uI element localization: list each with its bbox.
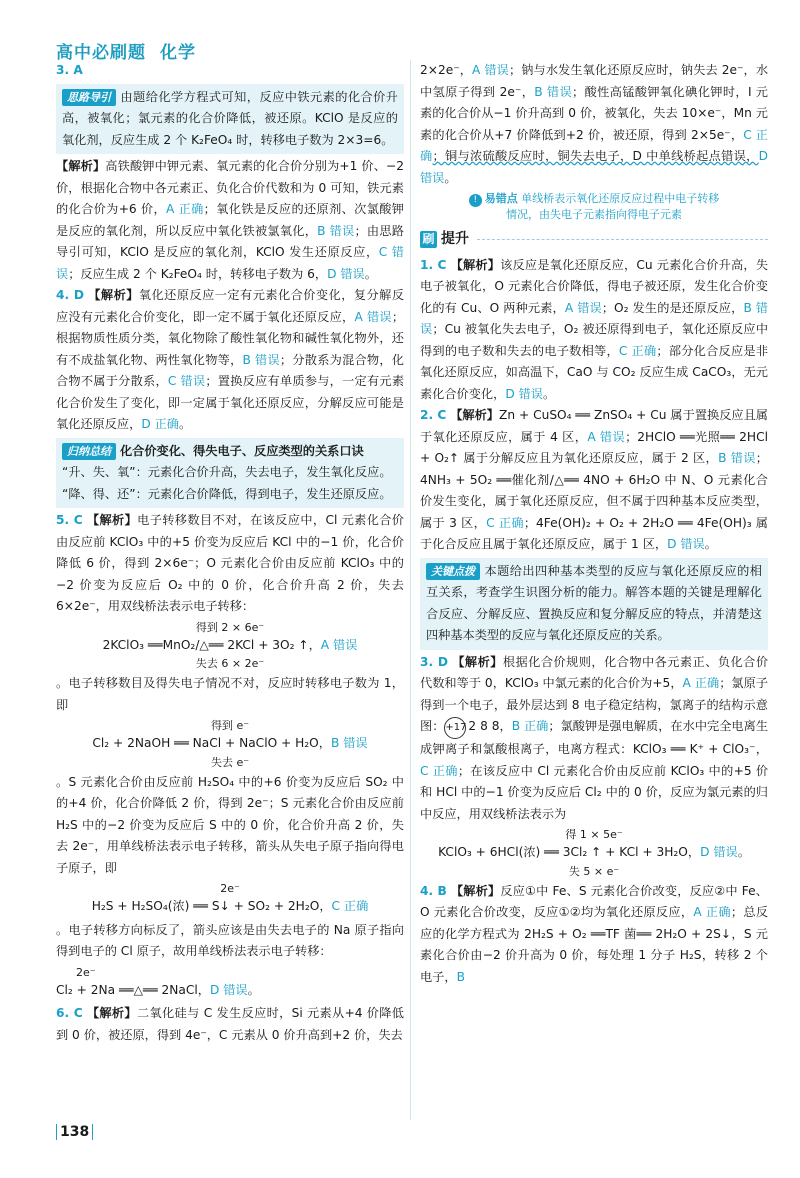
subject-title: 化学 bbox=[160, 43, 196, 63]
q5-equation-1: 得到 2 × 6e⁻ 2KClO₃ ══MnO₂/△══ 2KCl + 3O₂ ↑，A 错误 失去 6 × 2e⁻ bbox=[102, 620, 358, 670]
q3-guide-box bbox=[56, 84, 404, 155]
q3-analysis: 【解析】高铁酸钾中钾元素、氧元素的化合价分别为+1 价、−2 价，根据化合物中各元素正、负化合价代数和为 0 可知，铁元素的化合价为+6 价，A 正确；氧化铁是反应的还原剂、次氯酸钾是反应的氧化剂，所以反应中氧化铁被氯氧化，B 错误；由思路导引可知，KClO 是反应的氧化剂，KClO 发生还原反应，C 错误；反应生成 2 个 K₂FeO₄ 时，转移电子数为 6，D 错误。 bbox=[56, 159, 405, 281]
guide-label: 思路导引 bbox=[62, 89, 116, 106]
chloride-ion-diagram: +17 bbox=[444, 717, 466, 739]
r-q3-equation: 得 1 × 5e⁻ KClO₃ + 6HCl(浓) ══ 3Cl₂ ↑ + KCl + 3H₂O，D 错误。 失 5 × e⁻ bbox=[438, 828, 750, 878]
r-q4-analysis: 4. B 【解析】反应①中 Fe、S 元素化合价改变，反应②中 Fe、O 元素化合价改变，反应①②均为氧化还原反应，A 正确；总反应的化学方程式为 2H₂S + O₂ ══TF 菌══ 2H₂O + 2S↓，S 元素化合价由−2 价升高为 0 价，每处理 1 分子 H₂S，转移 2 个电子，B bbox=[420, 883, 769, 984]
q5-equation-4: 2e⁻ Cl₂ + 2Na ══△══ 2NaCl，D 错误。 bbox=[56, 965, 260, 997]
section-badge: 刷 bbox=[420, 231, 437, 248]
q6-analysis: 6. C 【解析】二氧化硅与 C 发生反应时，Si 元素从+4 价降低到 0 价，被还原，得到 4e⁻，C 元素从 0 价升高到+2 价，失去 bbox=[56, 1006, 404, 1042]
page-number: 138 bbox=[56, 1124, 93, 1140]
key-text: 本题给出四种基本类型的反应与氧化还原反应的相互关系，考查学生识图分析的能力。解答本题的关键是理解化合反应、分解反应、置换反应和复分解反应的特点，并清楚这四种基本类型的反应与氧化还原反应的关系。 bbox=[426, 563, 762, 642]
summary-line-2: “降、得、还”：元素化合价降低，得到电子，发生还原反应。 bbox=[62, 486, 392, 501]
q5-equation-2: 得到 e⁻ Cl₂ + 2NaOH ══ NaCl + NaClO + H₂O，B 错误 失去 e⁻ bbox=[92, 719, 368, 769]
error-note: ! 易错点 单线桥表示氧化还原反应过程中电子转移 情况，由失电子元素指向得电子元素 bbox=[420, 191, 768, 223]
q5-analysis-4: 。电子转移方向标反了，箭头应该是由失去电子的 Na 原子指向得到电子的 Cl 原子，故用单线桥法表示电子转移： bbox=[56, 922, 404, 958]
q4-summary-box bbox=[56, 438, 404, 509]
guide-text: 由题给化学方程式可知，反应中铁元素的化合价升高，被氧化；氯元素的化合价降低，被还原。KClO 是反应的氧化剂，反应生成 2 个 K₂FeO₄ 时，转移电子数为 2×3=6。 bbox=[62, 89, 398, 147]
r-q1-analysis: 1. C 【解析】该反应是氧化还原反应，Cu 元素化合价升高，失电子被氧化，O 元素化合价降低，得电子被还原，发生化合价变化的有 Cu、O 两种元素，A 错误；O₂ 发生的是还原反应，B 错误；Cu 被氧化失去电子，O₂ 被还原得到电子，氧化还原反应中得到的电子数和失去的电子数相等，C 正确；部分化合反应是非氧化还原反应，如高温下，CaO 与 CO₂ 反应生成 CaCO₃，无元素化合价变化，D 错误。 bbox=[420, 257, 769, 401]
column-divider bbox=[410, 60, 411, 1120]
summary-label: 归纳总结 bbox=[62, 443, 116, 460]
error-icon: ! bbox=[469, 194, 482, 207]
section-title: 提升 bbox=[441, 231, 469, 247]
summary-line-1: “升、失、氧”：元素化合价升高，失去电子，发生氧化反应。 bbox=[62, 465, 392, 479]
q3-number: 3. A bbox=[56, 63, 83, 77]
r-q2-analysis: 2. C 【解析】Zn + CuSO₄ ══ ZnSO₄ + Cu 属于置换反应且属于氧化还原反应，属于 4 区，A 错误；2HClO ══光照══ 2HCl + O₂↑ 属于分解反应且为氧化还原反应，属于 2 区，B 错误；4NH₃ + 5O₂ ══催化剂/△══ 4NO + 6H₂O 中 N、O 元素化合价发生变化，属于氧化还原反应，但不属于四种基本反应类型，属于 3 区，C 正确；4Fe(OH)₂ + O₂ + 2H₂O ══ 4Fe(OH)₃ 属于化合反应且属于氧化还原反应，属于 1 区，D 错误。 bbox=[420, 408, 768, 551]
q5-equation-3: 2e⁻ H₂S + H₂SO₄(浓) ══ S↓ + SO₂ + 2H₂O，C 正确 bbox=[91, 882, 369, 913]
q4-analysis: 4. D 【解析】氧化还原反应一定有元素化合价变化，复分解反应没有元素化合价变化，即一定不属于氧化还原反应，A 错误；根据物质性质分类，氧化物除了酸性氧化物和碱性氧化物外，还有不成盐氧化物、两性氧化物等，B 错误；分散系为混合物，化合物不属于分散系，C 错误；置换反应有单质参与，一定有元素化合价发生了变化，即一定属于氧化还原反应，分解反应可能是氧化还原反应，D 正确。 bbox=[56, 288, 405, 431]
key-point-box bbox=[420, 558, 768, 650]
right-column bbox=[420, 60, 768, 988]
q6-continued: 2×2e⁻，A 错误；钠与水发生氧化还原反应时，钠失去 2e⁻，水中氢原子得到 2e⁻，B 错误；酸性高锰酸钾氧化碘化钾时，I 元素的化合价从−1 价升高到 0 价，被氧化，失去 10×e⁻，Mn 元素的化合价从+7 价降低到+2 价，被还原，得到 2×5e⁻，C 正确；铜与浓硫酸反应时，铜失去电子，D 中单线桥起点错误，D 错误。 bbox=[420, 63, 769, 185]
q5-analysis-3: 。S 元素化合价由反应前 H₂SO₄ 中的+6 价变为反应后 SO₂ 中的+4 价，化合价降低 2 价，得到 2e⁻；S 元素化合价由反应前 H₂S 中的−2 价变为反应后 S 中的 0 价，化合价升高 2 价，失去 2e⁻，用单线桥法表示电子转移，箭头从失电子原子指向得电子原子，即 bbox=[56, 774, 404, 875]
r-q3-analysis-1: 3. D 【解析】根据化合价规则，化合物中各元素正、负化合价代数和等于 0，KClO₃ 中氯元素的化合价为+5，A 正确；氯原子得到一个电子，最外层达到 8 电子稳定结构，氯离子的结构示意图：+17 2 8 8，B 正确；氯酸钾是强电解质，在水中完全电离生成钾离子和氯酸根离子，电离方程式：KClO₃ ══ K⁺ + ClO₃⁻，C 正确；在该反应中 Cl 元素化合价由反应前 KClO₃ 中的+5 价和 HCl 中的−1 价变为反应后 Cl₂ 中的 0 价，反应为氯元素的归中反应，用双线桥法表示为 bbox=[420, 654, 769, 821]
left-column bbox=[56, 60, 404, 1046]
key-label: 关键点拨 bbox=[426, 563, 480, 580]
q5-analysis-2: 。电子转移数目及得失电子情况不对，反应时转移电子数为 1，即 bbox=[56, 676, 404, 712]
series-title: 高中必刷题 bbox=[56, 43, 146, 63]
q5-analysis-1: 5. C 【解析】电子转移数目不对，在该反应中，Cl 元素化合价由反应前 KClO₃ 中的+5 价变为反应后 KCl 中的−1 价，化合价降低 6 价，得到 2×6e⁻；O 元素化合价由反应前 KClO₃ 中的−2 价变为反应后 O₂ 中的 0 价，化合价升高 2 价，失去 6×2e⁻，用双线桥法表示电子转移： bbox=[56, 513, 404, 613]
section-heading bbox=[420, 229, 768, 251]
summary-title: 化合价变化、得失电子、反应类型的关系口诀 bbox=[120, 443, 364, 458]
